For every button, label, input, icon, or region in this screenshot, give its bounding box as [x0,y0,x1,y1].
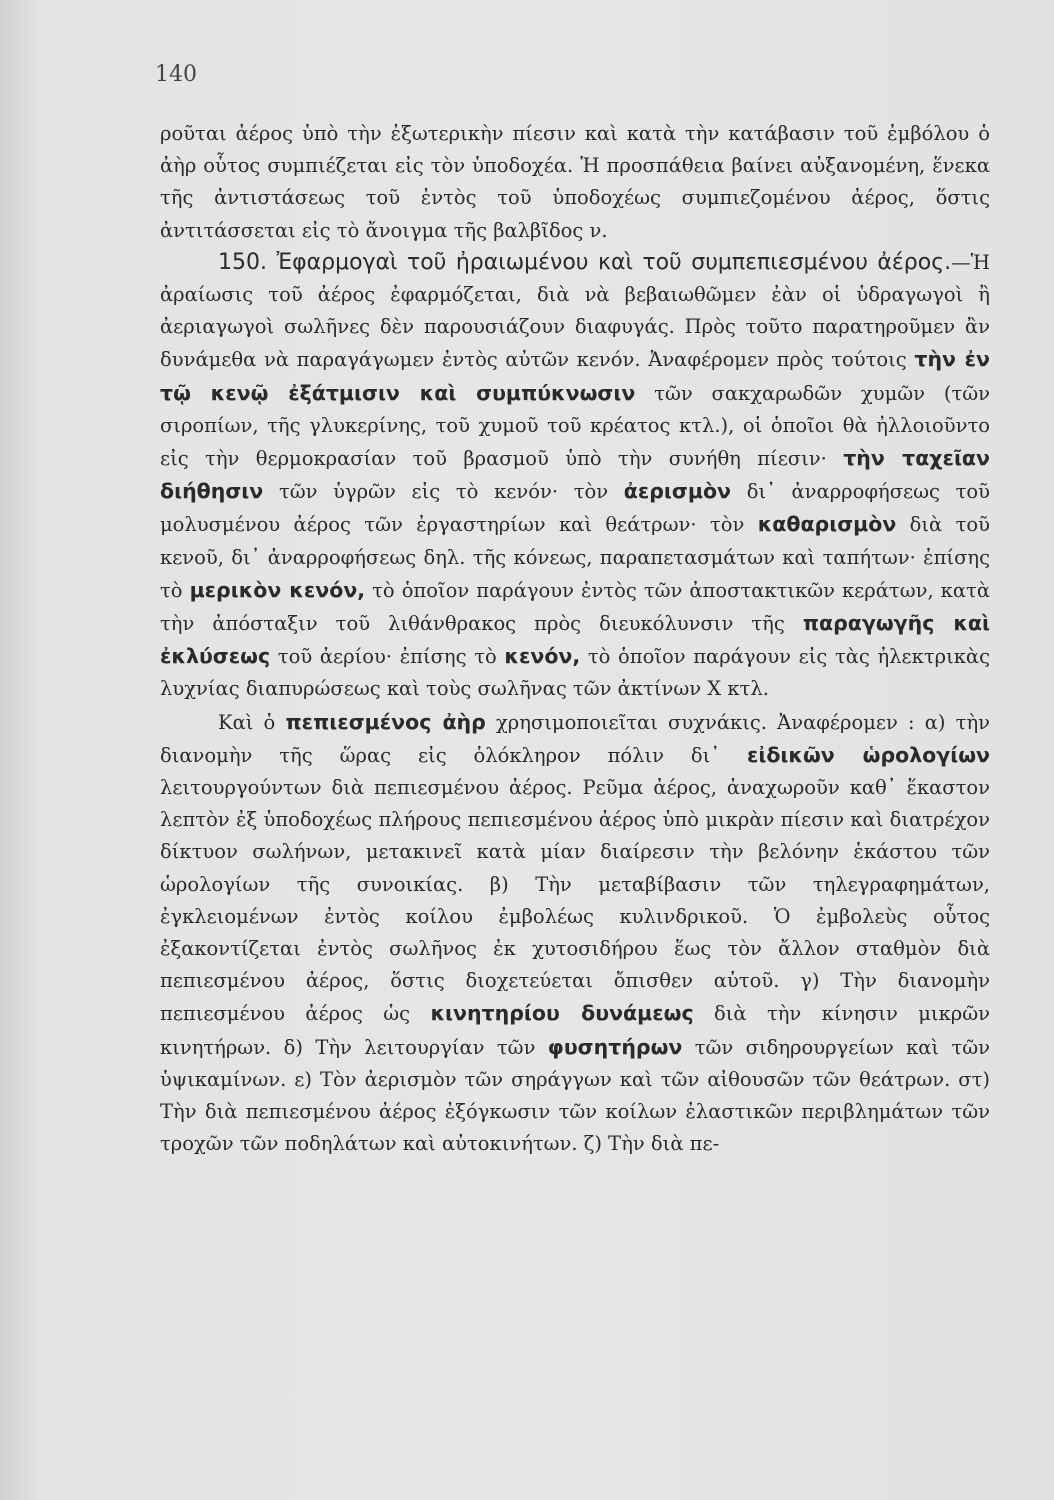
bold-term: τὴν ταχεῖαν διήθησιν [160,446,990,504]
bold-term: μερικὸν κενόν, [189,577,366,602]
text-run: λειτουργούντων διὰ πεπιεσμένου ἀέρος. Ρεῦμα ἀέρος, ἀναχωροῦν καθ᾿ ἕκαστον λεπτὸν ἐξ ὑποδοχέως πλήρους πεπιεσμένου ἀέρος ὑπὸ μικρὰν πίεσιν καὶ διατρέχον δίκτυον σωλήνων, μετακινεῖ κατὰ μίαν διαίρεσιν τὴν βελόνην ἑκάστου τῶν ὡρολογίων τῆς συνοικίας. β) Τὴν μεταβίβασιν τῶν τηλεγραφημάτων, ἐγκλειομένων ἐντὸς κοίλου ἐμβολέως κυλινδρικοῦ. Ὁ ἐμβολεὺς οὗτος ἐξακοντίζεται ἐντὸς σωλῆνος ἐκ χυτοσιδήρου ἕως τὸν ἄλλον σταθμὸν διὰ πεπιεσμένου ἀέρος, ὅστις διοχετεύεται ὄπισθεν αὐτοῦ. γ) Τὴν διανομὴν πεπιεσμένου ἀέρος ὡς [160,776,990,1026]
bold-term: ἀερισμὸν [623,479,732,504]
bold-term: εἰδικῶν ὡρολογίων [746,742,990,767]
section-heading: 150. Ἐφαρμογαὶ τοῦ ἠραιωμένου καὶ τοῦ συμπεπιεσμένου ἀέρος. [218,249,952,275]
paragraph-continued: ροῦται ἀέρος ὑπὸ τὴν ἐξωτερικὴν πίεσιν καὶ κατὰ τὴν κατάβασιν τοῦ ἐμβόλου ὁ ἀὴρ οὗτος συμπιέζεται εἰς τὸν ὑποδοχέα. Ἡ προσπάθεια βαίνει αὐξανομένη, ἕνεκα τῆς ἀντιστάσεως τοῦ ἐντὸς τοῦ ὑποδοχέως συμπιεζομένου ἀέρος, ὅστις ἀντιτάσσεται εἰς τὸ ἄνοιγμα τῆς βαλβῖδος ν. [160,122,990,242]
bold-term: καθαρισμὸν [757,512,897,537]
text-run: Καὶ ὁ [218,710,286,734]
text-run: τῶν ὑγρῶν εἰς τὸ κενόν· τὸν [263,480,624,504]
bold-term: παραγωγῆς καὶ ἐκλύσεως [160,611,990,669]
text-run: τὸ ὁποῖον παράγουν ἐντὸς τῶν ἀποστακτικῶν κεράτων, κατὰ τὴν ἀπόσταξιν τοῦ λιθάνθρακος πρὸς διευκόλυνσιν τῆς [160,578,990,636]
text-run: δι᾿ ἀναρροφήσεως τοῦ μολυσμένου ἀέρος τῶν ἐργαστηρίων καὶ θεάτρων· τὸν [160,480,990,537]
text-run: διὰ τοῦ κενοῦ, δι᾿ ἀναρροφήσεως δηλ. τῆς κόνεως, παραπετασμάτων καὶ ταπήτων· ἐπίσης τὸ [160,513,990,602]
paragraph-compressed-air [160,706,990,1161]
text-run: Ἡ ἀραίωσις τοῦ ἀέρος ἐφαρμόζεται, διὰ νὰ βεβαιωθῶμεν ἐὰν οἱ ὑδραγωγοὶ ἢ ἀεριαγωγοὶ σωλῆνες δὲν παρουσιάζουν διαφυγάς. Πρὸς τοῦτο παρατηροῦμεν ἂν δυνάμεθα νὰ παραγάγωμεν ἐντὸς αὐτῶν κενόν. Ἀναφέρομεν πρὸς τούτοις [160,250,990,372]
body-text [160,118,990,1161]
text-run: χρησιμοποιεῖται συχνάκις. Ἀναφέρομεν : α) τὴν διανομὴν τῆς ὥρας εἰς ὁλόκληρον πόλιν δι᾿ [160,710,990,767]
bold-term: φυσητήρων [547,1034,683,1059]
text-run: τὸ ὁποῖον παράγουν εἰς τὰς ἠλεκτρικὰς λυχνίας διαπυρώσεως καὶ τοὺς σωλῆνας τῶν ἀκτίνων Χ κτλ. [160,645,990,701]
page-number: 140 [155,62,197,87]
text-run: τῶν σακχαρωδῶν χυμῶν (τῶν σιροπίων, τῆς γλυκερίνης, τοῦ χυμοῦ τοῦ κρέατος κτλ.), οἱ ὁποῖοι θὰ ἠλλοιοῦντο εἰς τὴν θερμοκρασίαν τοῦ βρασμοῦ ὑπὸ τὴν συνήθη πίεσιν· [160,381,990,471]
text-run: τοῦ ἀερίου· ἐπίσης τὸ [270,645,505,669]
text-run: τῶν σιδηρουργείων καὶ τῶν ὑψικαμίνων. ε) Τὸν ἀερισμὸν τῶν σηράγγων καὶ τῶν αἰθουσῶν τῶν θεάτρων. στ) Τὴν διὰ πεπιεσμένου ἀέρος ἐξόγκωσιν τῶν κοίλων ἐλαστικῶν περιβλημάτων τῶν τροχῶν τῶν ποδηλάτων καὶ αὐτοκινήτων. ζ) Τὴν διὰ πε- [160,1035,990,1156]
bold-term: κινητηρίου δυνάμεως [430,1001,694,1026]
paragraph-section-150 [160,247,990,706]
text-run: διὰ τὴν κίνησιν μικρῶν κινητήρων. δ) Τὴν λειτουργίαν τῶν [160,1002,990,1059]
heading-dash: — [951,250,971,274]
bold-term: πεπιεσμένος ἀὴρ [285,709,486,734]
bold-term: τὴν ἐν τῷ κενῷ ἐξάτμισιν καὶ συμπύκνωσιν [160,347,990,405]
bold-term: κενόν, [504,644,581,669]
